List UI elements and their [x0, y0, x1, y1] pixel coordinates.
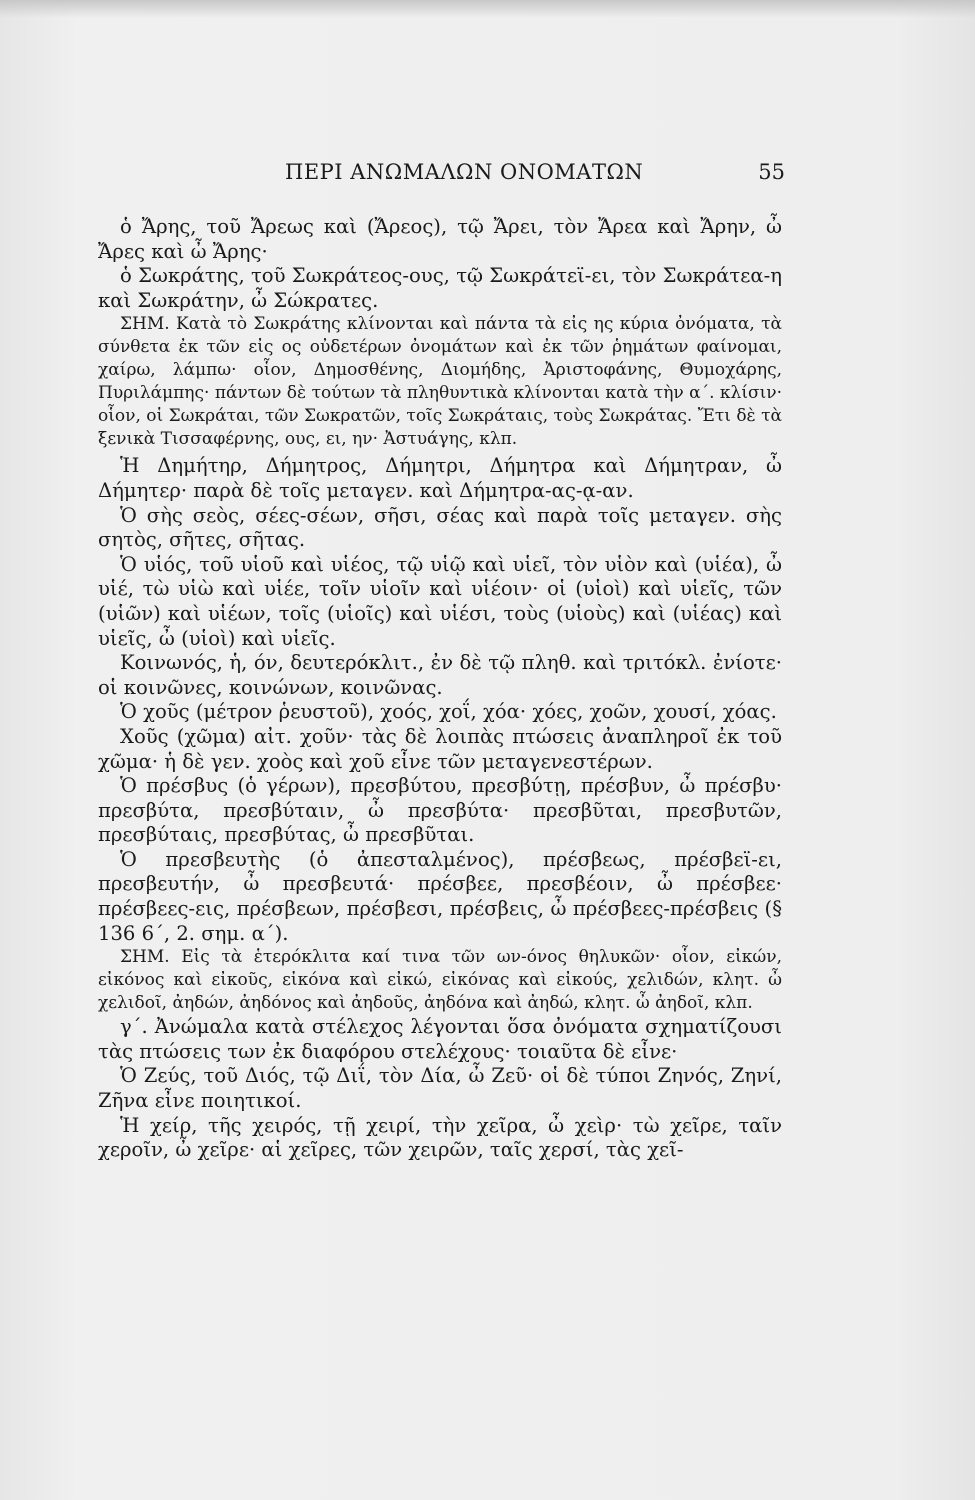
- running-header: [285, 160, 785, 190]
- paragraph-zeus: Ὁ Ζεύς, τοῦ Διός, τῷ Διΐ, τὸν Δία, ὦ Ζεῦ· οἱ δὲ τύποι Ζηνός, Ζηνί, Ζῆνα εἶνε ποιητικοί.: [98, 1064, 782, 1113]
- paragraph-presbeutes: Ὁ πρεσβευτὴς (ὁ ἀπεσταλμένος), πρέσβεως, πρέσβεϊ-ει, πρεσβευτήν, ὦ πρεσβευτά· πρέσβεε, πρεσβέοιν, ὦ πρέσβεε· πρέσβεες-εις, πρέσβεων, πρέσβεσι, πρέσβεις, ὦ πρέσβεες-πρέσβεις (§ 136 6΄, 2. σημ. α΄).: [98, 847, 782, 945]
- page-title: ΠΕΡΙ ΑΝΩΜΑΛΩΝ ΟΝΟΜΑΤΩΝ: [285, 160, 644, 184]
- paragraph-ares: ὁ Ἄρης, τοῦ Ἄρεως καὶ (Ἄρεος), τῷ Ἄρει, τὸν Ἄρεα καὶ Ἄρην, ὦ Ἄρες καὶ ὦ Ἄρης·: [98, 215, 782, 263]
- paragraph-note-socrates: ΣΗΜ. Κατὰ τὸ Σωκράτης κλίνονται καὶ πάντα τὰ εἰς ης κύρια ὀνόματα, τὰ σύνθετα ἐκ τῶν εἰς ος οὐδετέρων ὀνομάτων καὶ ἐκ τῶν ῥημάτων φαίνομαι, χαίρω, λάμπω· οἷον, Δημοσθένης, Διομήδης, Ἀριστοφάνης, Θυμοχάρης, Πυριλάμπης· πάντων δὲ τούτων τὰ πληθυντικὰ κλίνονται κατὰ τὴν α΄. κλίσιν· οἷον, οἱ Σωκράται, τῶν Σωκρατῶν, τοῖς Σωκράταις, τοὺς Σωκράτας. Ἔτι δὲ τὰ ξενικὰ Τισσαφέρνης, ους, ει, ην· Ἀστυάγης, κλπ.: [98, 314, 782, 450]
- paragraph-ses: Ὁ σὴς σεὸς, σέες-σέων, σῆσι, σέας καὶ παρὰ τοῖς μεταγεν. σὴς σητὸς, σῆτες, σῆτας.: [98, 503, 782, 552]
- paragraph-huios: Ὁ υἱός, τοῦ υἱοῦ καὶ υἱέος, τῷ υἱῷ καὶ υἱεῖ, τὸν υἱὸν καὶ (υἱέα), ὦ υἱέ, τὼ υἱὼ καὶ υἱέε, τοῖν υἱοῖν καὶ υἱέοιν· οἱ (υἱοὶ) καὶ υἱεῖς, τῶν (υἱῶν) καὶ υἱέων, τοῖς (υἱοῖς) καὶ υἱέσι, τοὺς (υἱοὺς) καὶ (υἱέας) καὶ υἱεῖς, ὦ (υἱοὶ) καὶ υἱεῖς.: [98, 552, 782, 650]
- paragraph-chous-measure: Ὁ χοῦς (μέτρον ῥευστοῦ), χοός, χοΐ, χόα· χόες, χοῶν, χουσί, χόας.: [120, 700, 777, 724]
- paragraph-koinonos: Κοινωνός, ἡ, όν, δευτερόκλιτ., ἐν δὲ τῷ πληθ. καὶ τριτόκλ. ἐνίοτε· οἱ κοινῶνες, κοινώνων, κοινῶνας.: [98, 651, 782, 699]
- page-body: [98, 215, 782, 1163]
- paragraph-note-heteroclite: ΣΗΜ. Εἰς τὰ ἑτερόκλιτα καί τινα τῶν ων-όνος θηλυκῶν· οἷον, εἰκών, εἰκόνος καὶ εἰκοῦς, εἰκόνα καὶ εἰκώ, εἰκόνας καὶ εἰκούς, χελιδών, κλητ. ὦ χελιδοῖ, ἀηδών, ἀηδόνος καὶ ἀηδοῦς, ἀηδόνα καὶ ἀηδώ, κλητ. ὦ ἀηδοῖ, κλπ.: [98, 947, 782, 1014]
- paragraph-presbys: Ὁ πρέσβυς (ὁ γέρων), πρεσβύτου, πρεσβύτῃ, πρέσβυν, ὦ πρέσβυ· πρεσβύτα, πρεσβύταιν, ὦ πρεσβύτα· πρεσβῦται, πρεσβυτῶν, πρεσβύταις, πρεσβύτας, ὦ πρεσβῦται.: [98, 774, 782, 847]
- page-top-edge-shadow: [0, 0, 975, 18]
- paragraph-cheir: Ἡ χείρ, τῆς χειρός, τῇ χειρί, τὴν χεῖρα, ὦ χεὶρ· τὼ χεῖρε, ταῖν χεροῖν, ὦ χεῖρε· αἱ χεῖρες, τῶν χειρῶν, ταῖς χερσί, τὰς χεῖ-: [98, 1113, 782, 1162]
- paragraph-socrates: ὁ Σωκράτης, τοῦ Σωκράτεος-ους, τῷ Σωκράτεϊ-ει, τὸν Σωκράτεα-η καὶ Σωκράτην, ὦ Σώκρατες.: [98, 264, 782, 312]
- page-number: 55: [758, 160, 785, 184]
- paragraph-anomalous-stem: γ΄. Ἀνώμαλα κατὰ στέλεχος λέγονται ὅσα ὀνόματα σχηματίζουσι τὰς πτώσεις των ἐκ διαφόρου στελέχους· τοιαῦτα δὲ εἶνε·: [98, 1015, 782, 1063]
- paragraph-chous-earth: Χοῦς (χῶμα) αἰτ. χοῦν· τὰς δὲ λοιπὰς πτώσεις ἀναπληροῖ ἐκ τοῦ χῶμα· ἡ δὲ γεν. χοὸς καὶ χοῦ εἶνε τῶν μεταγενεστέρων.: [98, 724, 782, 773]
- paragraph-demeter: Ἡ Δημήτηρ, Δήμητρος, Δήμητρι, Δήμητρα καὶ Δήμητραν, ὦ Δήμητερ· παρὰ δὲ τοῖς μεταγεν. καὶ Δήμητρα-ας-ᾳ-αν.: [98, 454, 782, 502]
